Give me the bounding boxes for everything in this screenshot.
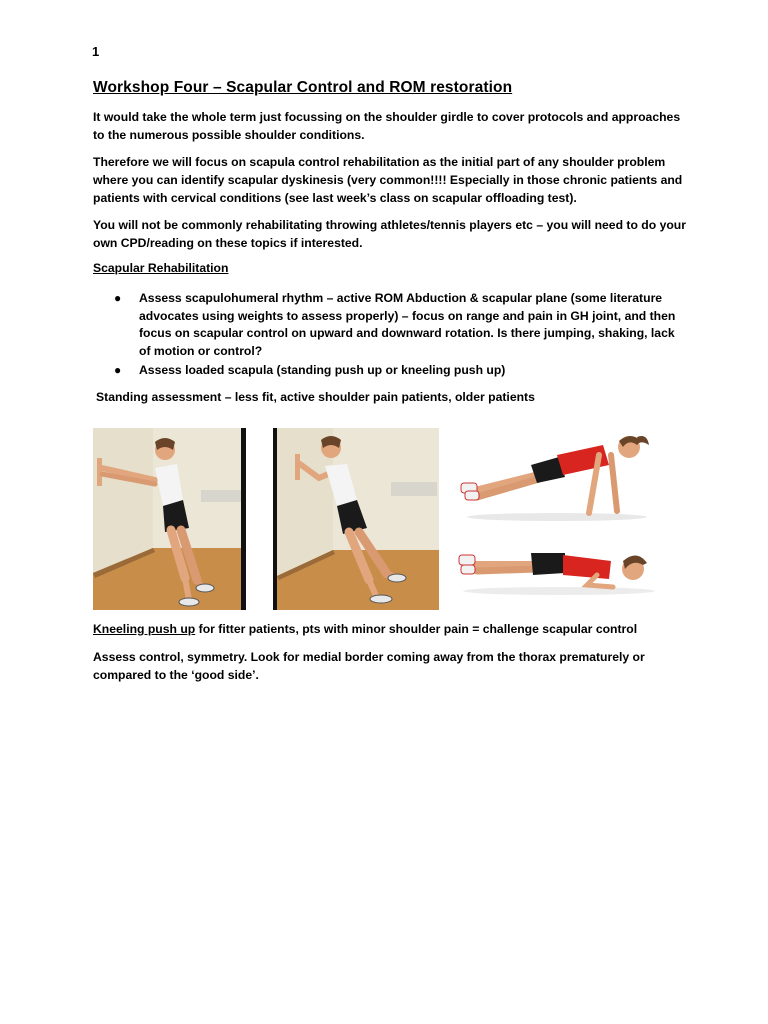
bullet-text: Assess loaded scapula (standing push up or kneeling push up) [139, 363, 506, 377]
wall-pushup-bent-photo [273, 428, 439, 610]
bullet-icon: ● [114, 291, 122, 305]
kneeling-caption [93, 620, 693, 638]
scope-paragraph: You will not be commonly rehabilitating throwing athletes/tennis players etc – you will need to do your own CPD/reading on these topics if interested. [93, 218, 686, 250]
focus-paragraph: Therefore we will focus on scapula control rehabilitation as the initial part of any shoulder problem where you can identify scapular dyskinesis (very common!!!! Especially in those chronic patients and patients with cervical conditions (see last week’s class on scapular offloading test). [93, 155, 683, 205]
standing-assessment-caption: Standing assessment – less fit, active shoulder pain patients, older patients [96, 390, 535, 404]
section-heading: Scapular Rehabilitation [93, 261, 229, 275]
page-number: 1 [92, 44, 100, 59]
assessment-paragraph: Assess control, symmetry. Look for medial border coming away from the thorax prematurely or compared to the ‘good side’. [93, 650, 645, 682]
kneeling-rest: for fitter patients, pts with minor shoulder pain = challenge scapular control [195, 622, 638, 636]
page-title: Workshop Four – Scapular Control and ROM restoration [93, 79, 513, 96]
bullet-text: Assess scapulohumeral rhythm – active ROM Abduction & scapular plane (some literature advocates using weights to assess properly) – focus on range and pain in GH joint, and then focus on scapular control on upward and downward rotation. Is there jumping, shaking, lack of motion or control? [139, 291, 676, 358]
kneeling-link: Kneeling push up [93, 622, 196, 636]
pushup-lowered-photo [447, 535, 662, 610]
list-item [114, 362, 679, 380]
bullet-icon: ● [114, 363, 122, 377]
list-item [114, 290, 679, 360]
intro-paragraph: It would take the whole term just focussing on the shoulder girdle to cover protocols and approaches to the numerous possible shoulder conditions. [93, 110, 681, 142]
pushup-plank-photo [447, 425, 662, 525]
wall-pushup-extended-photo [93, 428, 246, 610]
bullet-list [114, 290, 679, 382]
